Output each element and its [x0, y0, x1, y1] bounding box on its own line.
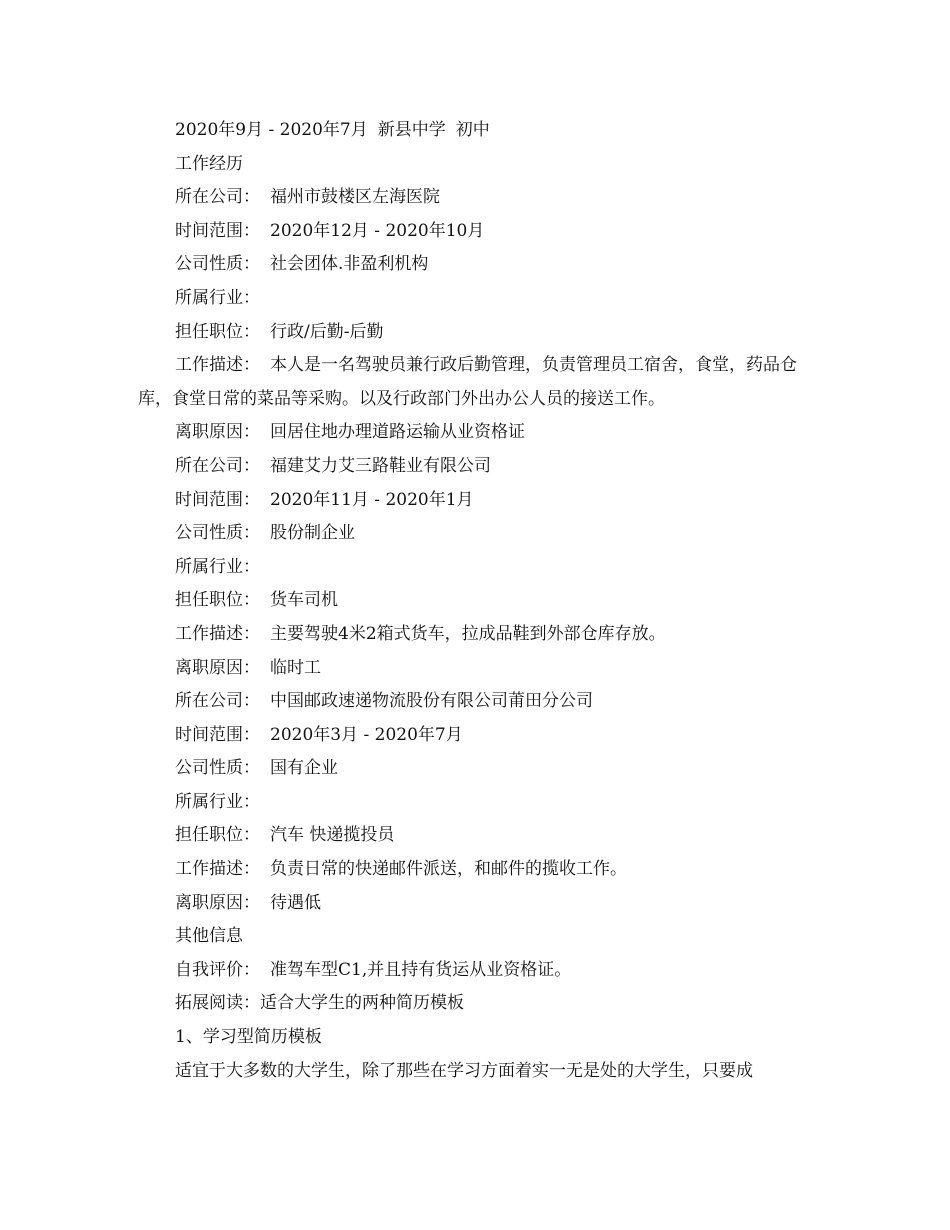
leave-reason-label: 离职原因：: [175, 892, 260, 913]
education-level: 初中: [455, 120, 490, 140]
extended-value: 适合大学生的两种简历模板: [260, 993, 464, 1014]
work-heading: 工作经历: [175, 153, 243, 174]
resume-body: [138, 114, 818, 1088]
job-leave-line: [138, 416, 818, 450]
industry-label: 所属行业：: [175, 556, 260, 577]
company-label: 所在公司：: [175, 187, 260, 208]
industry-label: 所属行业：: [175, 287, 260, 308]
period-label: 时间范围：: [175, 724, 260, 745]
job-position: 汽车 快递揽投员: [270, 825, 395, 846]
section-paragraph: 适宜于大多数的大学生，除了那些在学习方面着实一无是处的大学生，只要成: [175, 1060, 753, 1081]
job-entry: [138, 685, 818, 920]
job-description: 本人是一名驾驶员兼行政后勤管理，负责管理员工宿舍，食堂，药品仓库，食堂日常的菜品等采购。以及行政部门外出办公人员的接送工作。: [138, 355, 797, 409]
job-period-line: [138, 484, 818, 518]
job-position: 货车司机: [270, 590, 338, 611]
period-label: 时间范围：: [175, 489, 260, 510]
job-industry-line: [138, 551, 818, 585]
job-industry-line: [138, 282, 818, 316]
education-line: [138, 114, 818, 148]
description-label: 工作描述：: [175, 623, 260, 644]
leave-reason-label: 离职原因：: [175, 657, 260, 678]
other-heading: 其他信息: [175, 926, 243, 947]
job-leave-reason: 回居住地办理道路运输从业资格证: [270, 422, 525, 443]
nature-label: 公司性质：: [175, 523, 260, 544]
job-company: 福州市鼓楼区左海医院: [270, 187, 440, 208]
job-period-line: [138, 215, 818, 249]
job-description: 主要驾驶4米2箱式货车，拉成品鞋到外部仓库存放。: [270, 623, 666, 644]
self-eval-value: 准驾车型C1,并且持有货运从业资格证。: [270, 959, 572, 980]
job-position: 行政/后勤-后勤: [270, 321, 384, 342]
job-company: 福建艾力艾三路鞋业有限公司: [270, 455, 491, 476]
job-description-line: [138, 618, 818, 652]
job-leave-reason: 待遇低: [270, 892, 321, 913]
job-leave-line: [138, 652, 818, 686]
job-company-line: [138, 450, 818, 484]
self-eval-label: 自我评价：: [175, 959, 260, 980]
job-position-line: [138, 316, 818, 350]
description-label: 工作描述：: [175, 859, 260, 880]
extended-label: 拓展阅读：: [175, 993, 260, 1014]
position-label: 担任职位：: [175, 825, 260, 846]
extended-reading-line: [138, 987, 818, 1021]
section-title: 1、学习型简历模板: [175, 1027, 322, 1048]
job-leave-line: [138, 887, 818, 921]
education-period: 2020年9月 - 2020年7月: [175, 120, 368, 140]
nature-label: 公司性质：: [175, 254, 260, 275]
nature-label: 公司性质：: [175, 758, 260, 779]
job-period: 2020年11月 - 2020年1月: [270, 489, 474, 510]
job-company-line: [138, 685, 818, 719]
job-position-line: [138, 819, 818, 853]
job-description: 负责日常的快递邮件派送，和邮件的揽收工作。: [270, 859, 627, 880]
job-company: 中国邮政速递物流股份有限公司莆田分公司: [270, 691, 593, 712]
job-nature: 国有企业: [270, 758, 338, 779]
position-label: 担任职位：: [175, 321, 260, 342]
job-position-line: [138, 584, 818, 618]
company-label: 所在公司：: [175, 691, 260, 712]
company-label: 所在公司：: [175, 455, 260, 476]
period-label: 时间范围：: [175, 220, 260, 241]
job-company-line: [138, 181, 818, 215]
job-entry: [138, 181, 818, 450]
job-period-line: [138, 719, 818, 753]
job-nature: 股份制企业: [270, 523, 355, 544]
job-nature-line: [138, 517, 818, 551]
job-leave-reason: 临时工: [270, 657, 321, 678]
job-industry-line: [138, 786, 818, 820]
job-period: 2020年3月 - 2020年7月: [270, 724, 463, 745]
job-description-line: [138, 853, 818, 887]
industry-label: 所属行业：: [175, 791, 260, 812]
job-nature-line: [138, 752, 818, 786]
job-nature: 社会团体.非盈利机构: [270, 254, 429, 275]
job-period: 2020年12月 - 2020年10月: [270, 220, 485, 241]
education-school: 新县中学: [377, 120, 446, 140]
position-label: 担任职位：: [175, 590, 260, 611]
job-nature-line: [138, 248, 818, 282]
description-label: 工作描述：: [175, 355, 260, 376]
job-entry: [138, 450, 818, 685]
leave-reason-label: 离职原因：: [175, 422, 260, 443]
job-description-line: [138, 349, 818, 416]
self-eval-line: [138, 954, 818, 988]
